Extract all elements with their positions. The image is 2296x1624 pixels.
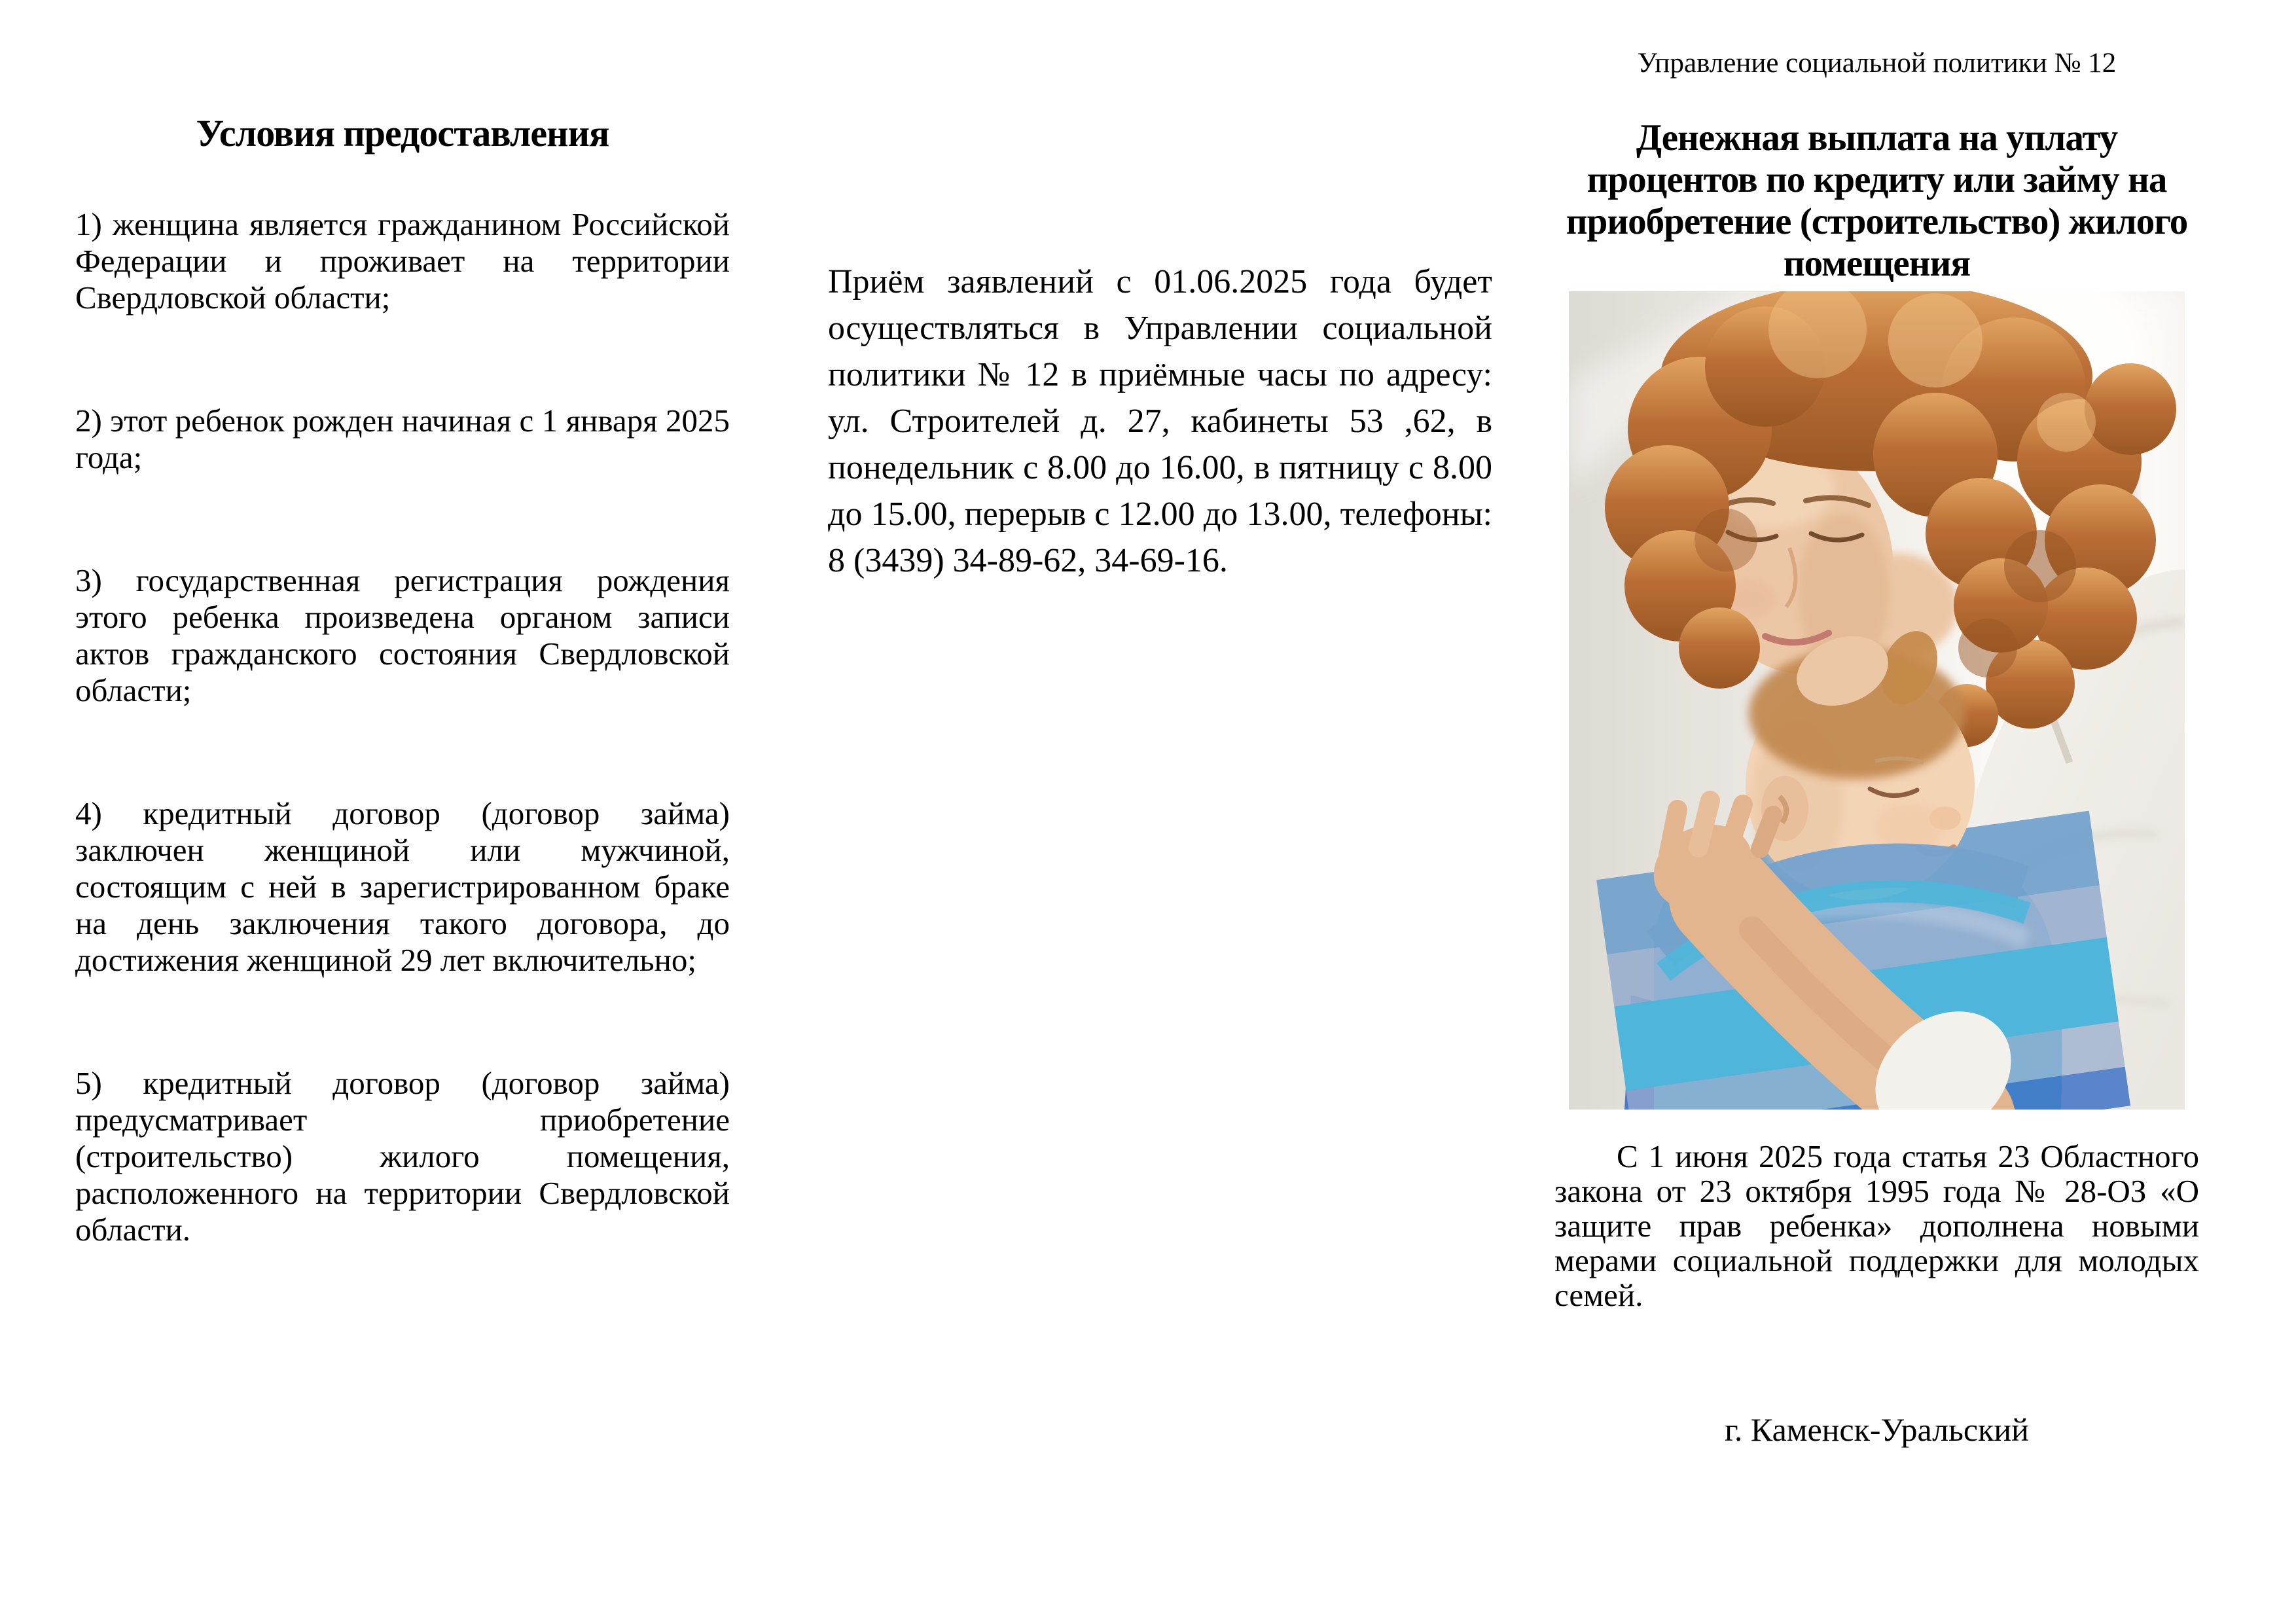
condition-item-1: 1) женщина является гражданином Российской Федерации и проживает на территории Свердловской области;	[75, 206, 730, 316]
cover-column	[1554, 47, 2199, 1449]
condition-item-2: 2) этот ребенок рожден начиная с 1 января 2025 года;	[75, 403, 730, 475]
city-label: г. Каменск-Уральский	[1725, 1411, 2029, 1448]
payment-title: Денежная выплата на уплату процентов по кредиту или займу на приобретение (строительство) жилого помещения	[1566, 117, 2188, 284]
conditions-column	[75, 111, 730, 1248]
conditions-title: Условия предоставления	[196, 112, 609, 154]
condition-item-3: 3) государственная регистрация рождения этого ребенка произведена органом записи актов гражданского состояния Свердловской области;	[75, 562, 730, 708]
condition-item-5: 5) кредитный договор (договор займа) предусматривает приобретение (строительство) жилого помещения, расположенного на территории Свердловской области.	[75, 1065, 730, 1248]
application-info-column	[828, 259, 1492, 584]
condition-item-4: 4) кредитный договор (договор займа) заключен женщиной или мужчиной, состоящим с ней в зарегистрированном браке на день заключения такого договора, до достижения женщиной 29 лет включительно;	[75, 795, 730, 978]
application-info-paragraph: Приём заявлений с 01.06.2025 года будет осуществляться в Управлении социальной политики № 12 в приёмные часы по адресу: ул. Строителей д. 27, кабинеты 53 ,62, в понедельник с 8.00 до 16.00, в пятницу с 8.00 до 15.00, перерыв с 12.00 до 13.00, телефоны: 8 (3439) 34-89-62, 34-69-16.	[828, 263, 1492, 579]
mother-baby-photo	[1569, 291, 2185, 1110]
mother-baby-illustration	[1569, 291, 2185, 1110]
law-paragraph: С 1 июня 2025 года статья 23 Областного закона от 23 октября 1995 года № 28-ОЗ «О защите прав ребенка» дополнена новыми мерами социальной поддержки для молодых семей.	[1554, 1138, 2199, 1313]
department-header: Управление социальной политики № 12	[1637, 48, 2117, 79]
